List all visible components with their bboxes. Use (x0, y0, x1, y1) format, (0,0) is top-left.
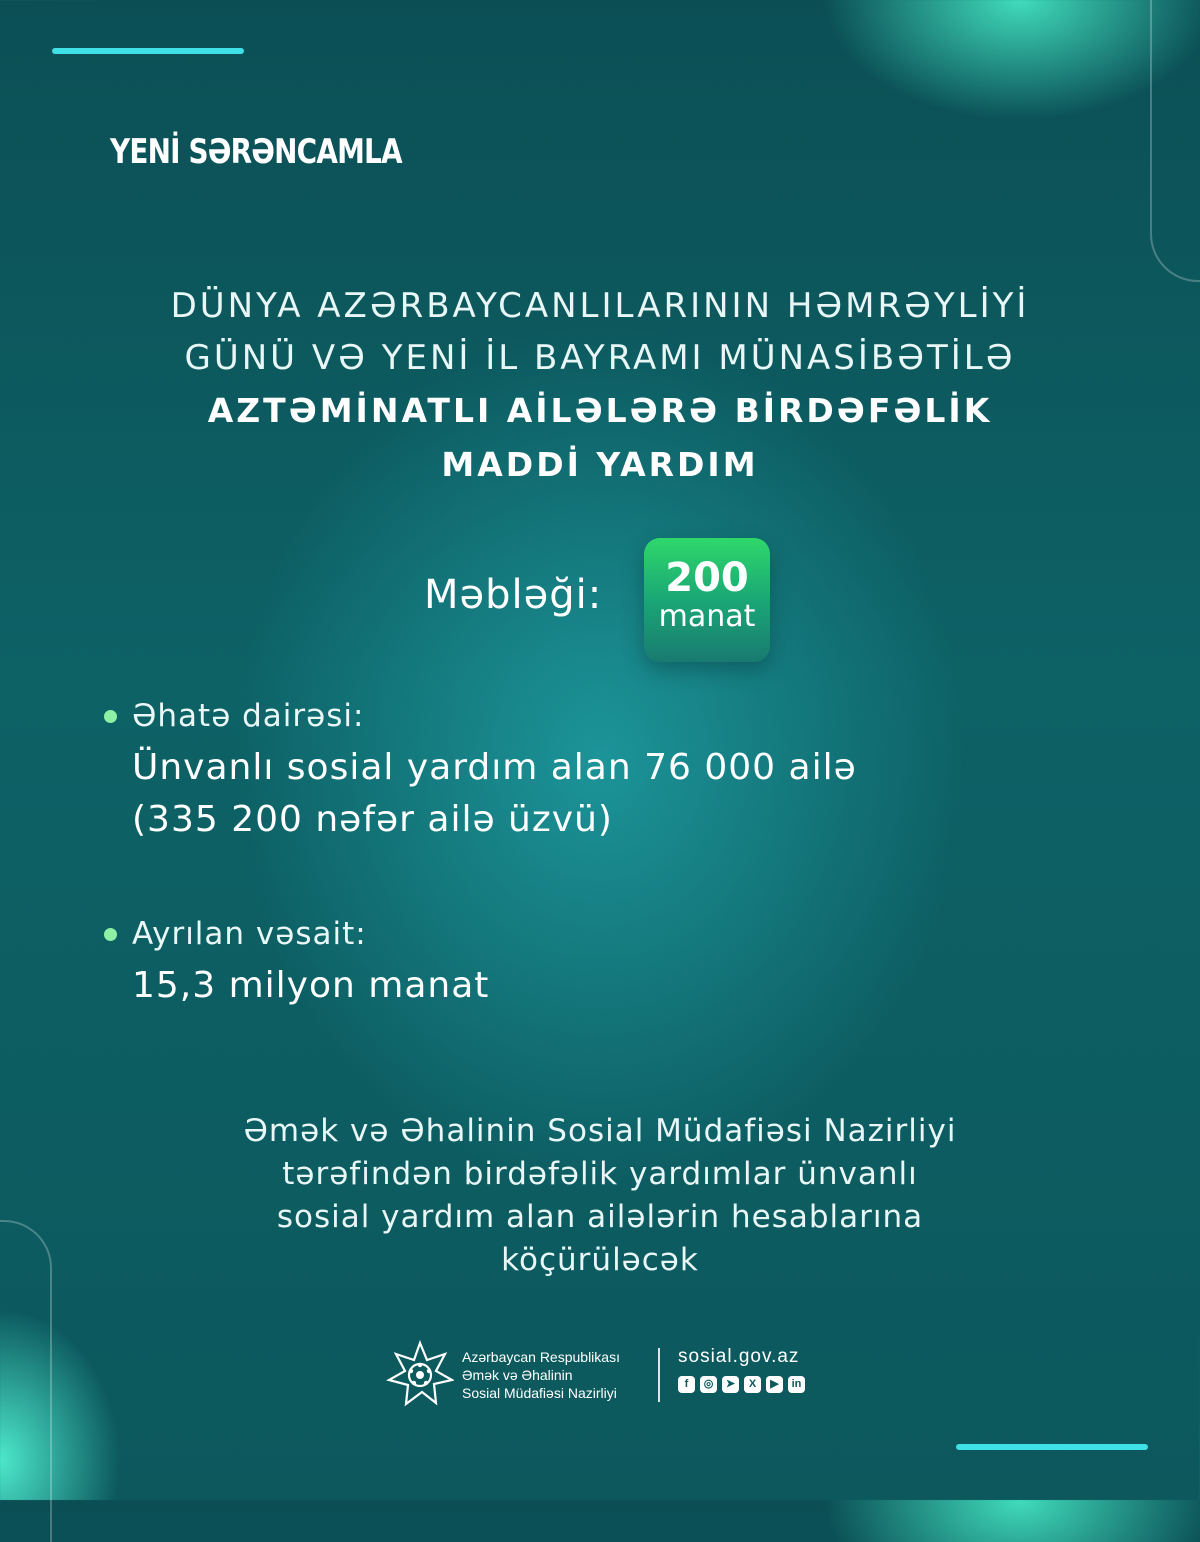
top-accent-line (52, 48, 244, 54)
footnote-line-4: köçürüləcək (501, 1242, 699, 1278)
funds-heading (104, 914, 489, 954)
funds-body (104, 960, 489, 1012)
facebook-icon[interactable]: f (678, 1376, 695, 1393)
bullet-dot-icon (104, 710, 117, 723)
headline-line-1: DÜNYA AZƏRBAYCANLILARININ HƏMRƏYLİYİ (170, 286, 1030, 326)
telegram-icon[interactable]: ➤ (722, 1376, 739, 1393)
amount-unit: manat (658, 599, 756, 634)
coverage-line-1: Ünvanlı sosial yardım alan 76 000 ailə (132, 747, 857, 788)
headline-line-2: GÜNÜ VƏ YENİ İL BAYRAMI MÜNASİBƏTİLƏ (184, 338, 1016, 378)
amount-badge (644, 538, 770, 662)
headline (0, 280, 1200, 492)
footnote-line-1: Əmək və Əhalinin Sosial Müdafiəsi Nazirliyi (243, 1113, 957, 1149)
ministry-name (462, 1348, 620, 1402)
footnote-line-3: sosial yardım alan ailələrin hesablarına (276, 1199, 924, 1235)
footnote-line-2: tərəfindən birdəfəlik yardımlar ünvanlı (282, 1156, 918, 1192)
ministry-line-1: Azərbaycan Respublikası (462, 1349, 620, 1365)
coverage-block (104, 696, 857, 846)
headline-line-3: AZTƏMİNATLI AİLƏLƏRƏ BİRDƏFƏLİK (207, 391, 993, 430)
amount-value: 200 (665, 555, 749, 601)
corner-frame-top-right (1150, 0, 1200, 282)
instagram-icon[interactable]: ◎ (700, 1376, 717, 1393)
footer (386, 1338, 826, 1410)
bullet-dot-icon (104, 928, 117, 941)
coverage-body (104, 742, 857, 846)
funds-title: Ayrılan vəsait: (132, 916, 367, 952)
coverage-line-2: (335 200 nəfər ailə üzvü) (132, 799, 613, 840)
headline-line-4: MADDİ YARDIM (441, 445, 759, 484)
bottom-accent-line (956, 1444, 1148, 1450)
ministry-line-2: Əmək və Əhalinin (462, 1367, 573, 1383)
x-icon[interactable]: X (744, 1376, 761, 1393)
linkedin-icon[interactable]: in (788, 1376, 805, 1393)
social-icons (678, 1376, 805, 1393)
ministry-line-3: Sosial Müdafiəsi Nazirliyi (462, 1385, 617, 1401)
coverage-heading (104, 696, 857, 736)
footnote (0, 1110, 1200, 1282)
ministry-emblem-icon (386, 1340, 454, 1408)
website-link[interactable]: sosial.gov.az (678, 1346, 800, 1367)
kicker-title: YENİ SƏRƏNCAMLA (110, 132, 402, 172)
youtube-icon[interactable]: ▶ (766, 1376, 783, 1393)
footer-divider (658, 1348, 660, 1402)
amount-label: Məbləği: (424, 572, 603, 618)
funds-value: 15,3 milyon manat (132, 965, 490, 1006)
funds-block (104, 914, 489, 1012)
coverage-title: Əhatə dairəsi: (132, 698, 365, 734)
